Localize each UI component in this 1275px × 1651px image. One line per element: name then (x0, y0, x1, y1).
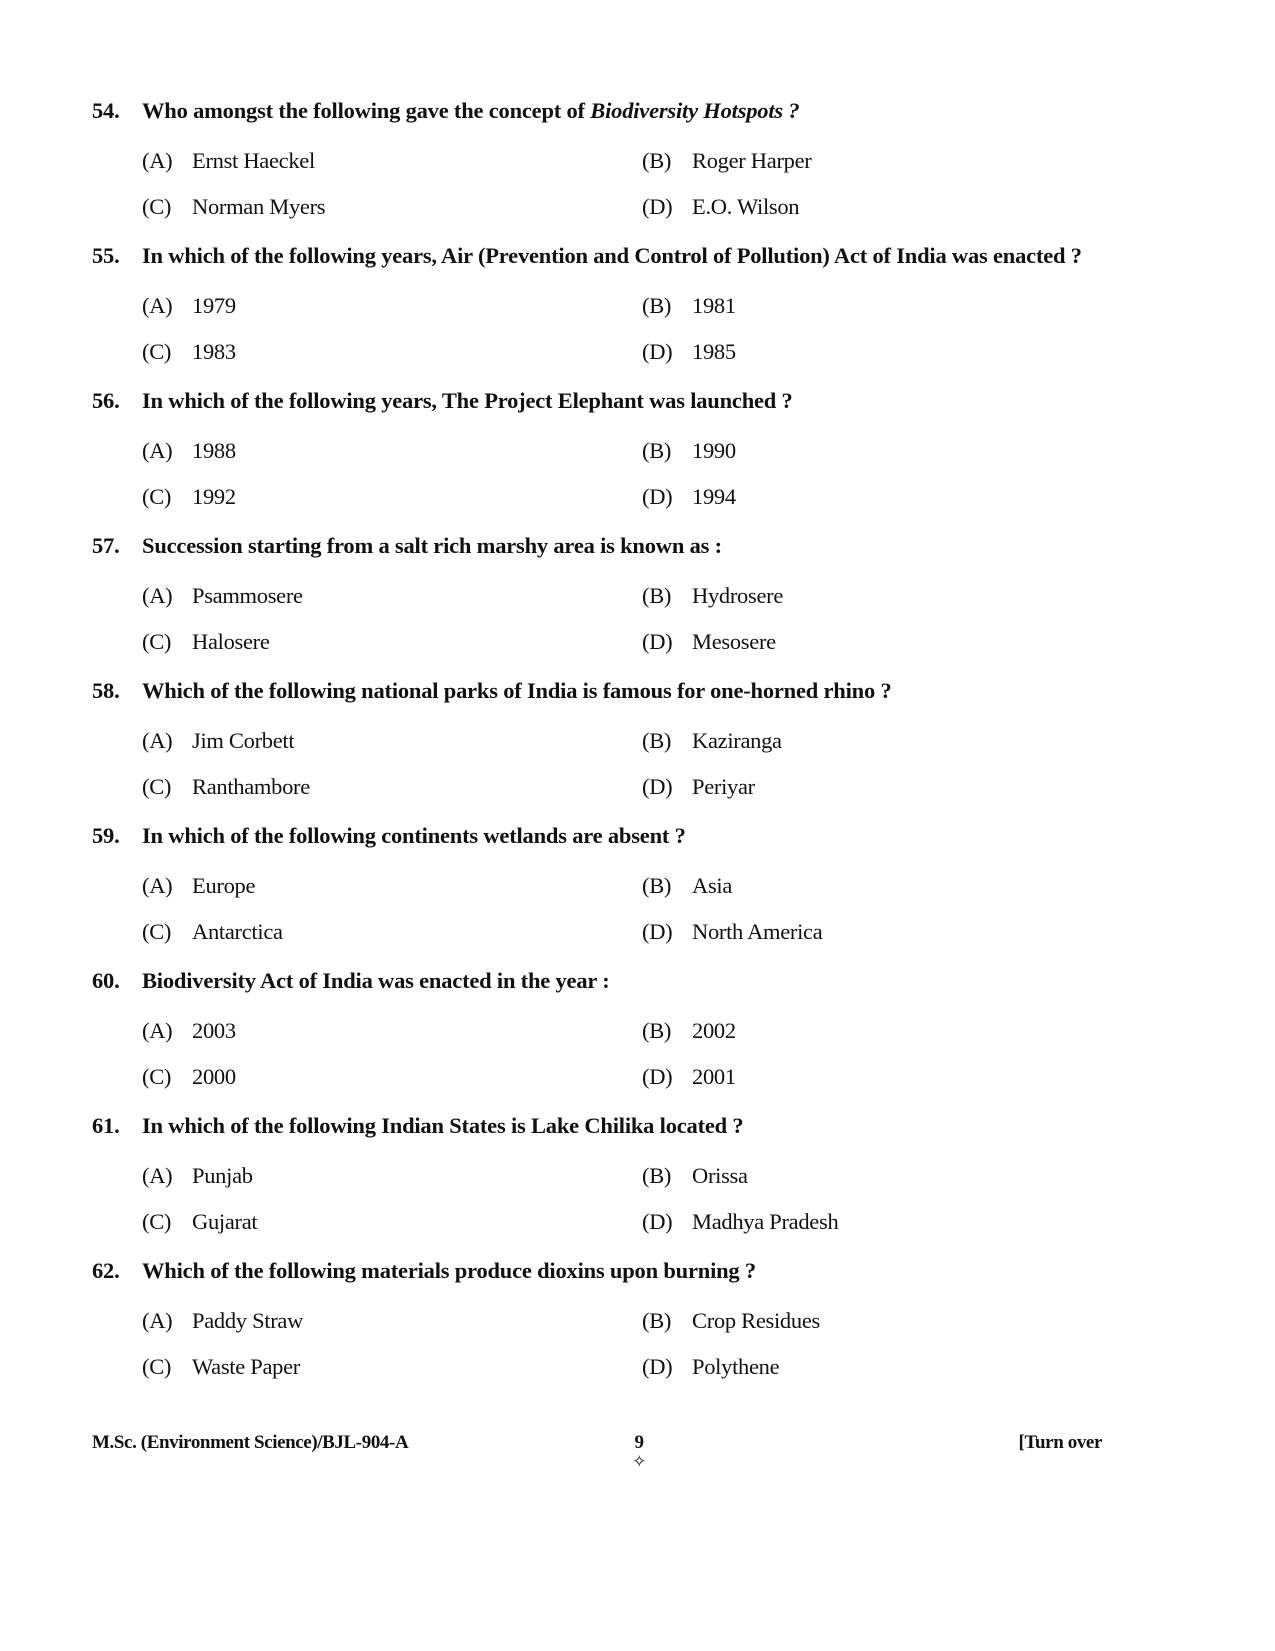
option-letter: (C) (142, 194, 172, 219)
option-row (142, 1199, 1102, 1245)
question-number: 60. (92, 968, 120, 993)
question-stem (92, 818, 1102, 853)
answer-option (642, 583, 1142, 609)
question-list (92, 93, 1102, 1398)
options-grid (142, 418, 1102, 528)
answer-option (142, 1163, 642, 1189)
answer-option (142, 148, 642, 174)
answer-option (642, 728, 1142, 754)
option-text: Polythene (692, 1354, 780, 1379)
option-row (142, 1054, 1102, 1100)
answer-option (142, 1308, 642, 1334)
option-letter: (D) (642, 339, 673, 364)
option-text: Paddy Straw (192, 1308, 304, 1333)
answer-option (642, 629, 1142, 655)
question-stem (92, 383, 1102, 418)
option-text: 1981 (692, 293, 736, 318)
option-letter: (B) (642, 1308, 672, 1333)
page-footer (92, 1432, 1102, 1492)
question-item (92, 528, 1102, 673)
option-letter: (B) (642, 728, 672, 753)
question-text (142, 238, 1102, 273)
option-letter: (B) (642, 438, 672, 463)
option-row (142, 283, 1102, 329)
option-letter: (A) (142, 1163, 173, 1188)
option-row (142, 1344, 1102, 1390)
option-letter: (C) (142, 629, 172, 654)
question-number: 62. (92, 1258, 120, 1283)
option-text: Jim Corbett (192, 728, 295, 753)
option-text: Ernst Haeckel (192, 148, 315, 173)
question-number: 57. (92, 533, 120, 558)
option-row (142, 329, 1102, 375)
question-number: 54. (92, 98, 120, 123)
option-text: Kaziranga (692, 728, 782, 753)
answer-option (142, 1064, 642, 1090)
option-letter: (C) (142, 1064, 172, 1089)
option-row (142, 474, 1102, 520)
question-stem (92, 93, 1102, 128)
option-text: North America (692, 919, 823, 944)
question-text (142, 528, 1102, 563)
option-letter: (A) (142, 1308, 173, 1333)
option-text: 1979 (192, 293, 236, 318)
option-letter: (A) (142, 583, 173, 608)
option-text: Roger Harper (692, 148, 812, 173)
option-row (142, 619, 1102, 665)
answer-option (642, 873, 1142, 899)
answer-option (142, 583, 642, 609)
answer-option (142, 1018, 642, 1044)
question-text-main: Succession starting from a salt rich marshy area is known as : (142, 533, 722, 558)
question-number: 56. (92, 388, 120, 413)
question-text (142, 93, 1102, 128)
star-ornament-icon: ✧ (632, 1452, 646, 1472)
option-letter: (D) (642, 1064, 673, 1089)
option-text: Halosere (192, 629, 270, 654)
question-text (142, 1108, 1102, 1143)
options-grid (142, 273, 1102, 383)
option-text: Periyar (692, 774, 755, 799)
option-letter: (B) (642, 1163, 672, 1188)
answer-option (142, 919, 642, 945)
option-row (142, 573, 1102, 619)
option-letter: (B) (642, 293, 672, 318)
option-text: 1983 (192, 339, 236, 364)
question-number: 55. (92, 243, 120, 268)
option-text: Europe (192, 873, 256, 898)
option-letter: (D) (642, 1354, 673, 1379)
option-row (142, 718, 1102, 764)
question-stem (92, 528, 1102, 563)
question-stem (92, 238, 1102, 273)
answer-option (142, 774, 642, 800)
answer-option (142, 438, 642, 464)
options-grid (142, 998, 1102, 1108)
question-stem (92, 1253, 1102, 1288)
option-letter: (B) (642, 148, 672, 173)
question-text (142, 383, 1102, 418)
question-text (142, 963, 1102, 998)
question-stem (92, 673, 1102, 708)
question-item (92, 1253, 1102, 1398)
option-text: 2003 (192, 1018, 236, 1043)
option-letter: (C) (142, 774, 172, 799)
option-text: Psammosere (192, 583, 303, 608)
option-letter: (C) (142, 919, 172, 944)
answer-option (642, 438, 1142, 464)
option-letter: (A) (142, 438, 173, 463)
option-row (142, 1153, 1102, 1199)
options-grid (142, 853, 1102, 963)
option-letter: (D) (642, 919, 673, 944)
question-text (142, 1253, 1102, 1288)
option-row (142, 764, 1102, 810)
question-stem (92, 1108, 1102, 1143)
answer-option (642, 1064, 1142, 1090)
answer-option (642, 1018, 1142, 1044)
question-item (92, 963, 1102, 1108)
option-text: Crop Residues (692, 1308, 820, 1333)
option-row (142, 428, 1102, 474)
answer-option (642, 148, 1142, 174)
question-text-main: In which of the following years, Air (Prevention and Control of Pollution) Act of India was enacted ? (142, 243, 1082, 268)
answer-option (142, 629, 642, 655)
option-letter: (B) (642, 1018, 672, 1043)
question-text-main: Biodiversity Act of India was enacted in the year : (142, 968, 610, 993)
answer-option (142, 728, 642, 754)
question-text-main: Who amongst the following gave the concept of (142, 98, 591, 123)
answer-option (642, 919, 1142, 945)
answer-option (142, 1354, 642, 1380)
option-letter: (B) (642, 583, 672, 608)
option-text: Orissa (692, 1163, 748, 1188)
question-stem (92, 963, 1102, 998)
option-text: Gujarat (192, 1209, 258, 1234)
option-text: Antarctica (192, 919, 283, 944)
question-item (92, 238, 1102, 383)
page-number: 9 (634, 1432, 644, 1453)
option-row (142, 1298, 1102, 1344)
question-text-italic: Biodiversity Hotspots ? (590, 98, 800, 123)
option-letter: (A) (142, 148, 173, 173)
answer-option (642, 293, 1142, 319)
option-letter: (D) (642, 629, 673, 654)
options-grid (142, 563, 1102, 673)
option-letter: (A) (142, 728, 173, 753)
option-text: 1985 (692, 339, 736, 364)
answer-option (642, 484, 1142, 510)
option-text: Hydrosere (692, 583, 784, 608)
answer-option (642, 339, 1142, 365)
option-letter: (C) (142, 484, 172, 509)
option-text: 1992 (192, 484, 236, 509)
option-row (142, 184, 1102, 230)
options-grid (142, 1143, 1102, 1253)
question-text-main: In which of the following continents wetlands are absent ? (142, 823, 686, 848)
answer-option (142, 194, 642, 220)
question-item (92, 93, 1102, 238)
option-row (142, 909, 1102, 955)
answer-option (642, 1354, 1142, 1380)
question-text-main: Which of the following materials produce dioxins upon burning ? (142, 1258, 756, 1283)
answer-option (642, 194, 1142, 220)
option-letter: (A) (142, 873, 173, 898)
answer-option (142, 484, 642, 510)
option-letter: (D) (642, 194, 673, 219)
option-text: 1994 (692, 484, 736, 509)
option-text: Ranthambore (192, 774, 310, 799)
option-text: Asia (692, 873, 733, 898)
option-text: E.O. Wilson (692, 194, 800, 219)
answer-option (142, 1209, 642, 1235)
option-text: Mesosere (692, 629, 776, 654)
answer-option (642, 1308, 1142, 1334)
question-text (142, 673, 1102, 708)
options-grid (142, 128, 1102, 238)
option-row (142, 1008, 1102, 1054)
option-text: 2002 (692, 1018, 736, 1043)
option-text: Madhya Pradesh (692, 1209, 839, 1234)
option-letter: (A) (142, 1018, 173, 1043)
question-number: 58. (92, 678, 120, 703)
option-text: 1988 (192, 438, 236, 463)
question-text-main: Which of the following national parks of India is famous for one-horned rhino ? (142, 678, 892, 703)
option-row (142, 863, 1102, 909)
option-letter: (C) (142, 1209, 172, 1234)
turn-over-note: [Turn over (1018, 1432, 1102, 1453)
option-text: 2000 (192, 1064, 236, 1089)
question-item (92, 673, 1102, 818)
question-text-main: In which of the following years, The Project Elephant was launched ? (142, 388, 793, 413)
options-grid (142, 1288, 1102, 1398)
option-row (142, 138, 1102, 184)
option-letter: (D) (642, 774, 673, 799)
option-text: 1990 (692, 438, 736, 463)
option-letter: (B) (642, 873, 672, 898)
option-text: Punjab (192, 1163, 253, 1188)
option-letter: (A) (142, 293, 173, 318)
option-text: 2001 (692, 1064, 736, 1089)
question-item (92, 1108, 1102, 1253)
option-letter: (C) (142, 1354, 172, 1379)
options-grid (142, 708, 1102, 818)
answer-option (642, 774, 1142, 800)
answer-option (642, 1209, 1142, 1235)
answer-option (142, 293, 642, 319)
answer-option (142, 873, 642, 899)
paper-code: M.Sc. (Environment Science)/BJL-904-A (92, 1432, 409, 1453)
option-letter: (C) (142, 339, 172, 364)
answer-option (642, 1163, 1142, 1189)
option-letter: (D) (642, 1209, 673, 1234)
question-item (92, 818, 1102, 963)
question-text (142, 818, 1102, 853)
question-item (92, 383, 1102, 528)
option-text: Norman Myers (192, 194, 326, 219)
answer-option (142, 339, 642, 365)
option-letter: (D) (642, 484, 673, 509)
option-text: Waste Paper (192, 1354, 300, 1379)
question-number: 61. (92, 1113, 120, 1138)
question-text-main: In which of the following Indian States is Lake Chilika located ? (142, 1113, 744, 1138)
question-number: 59. (92, 823, 120, 848)
